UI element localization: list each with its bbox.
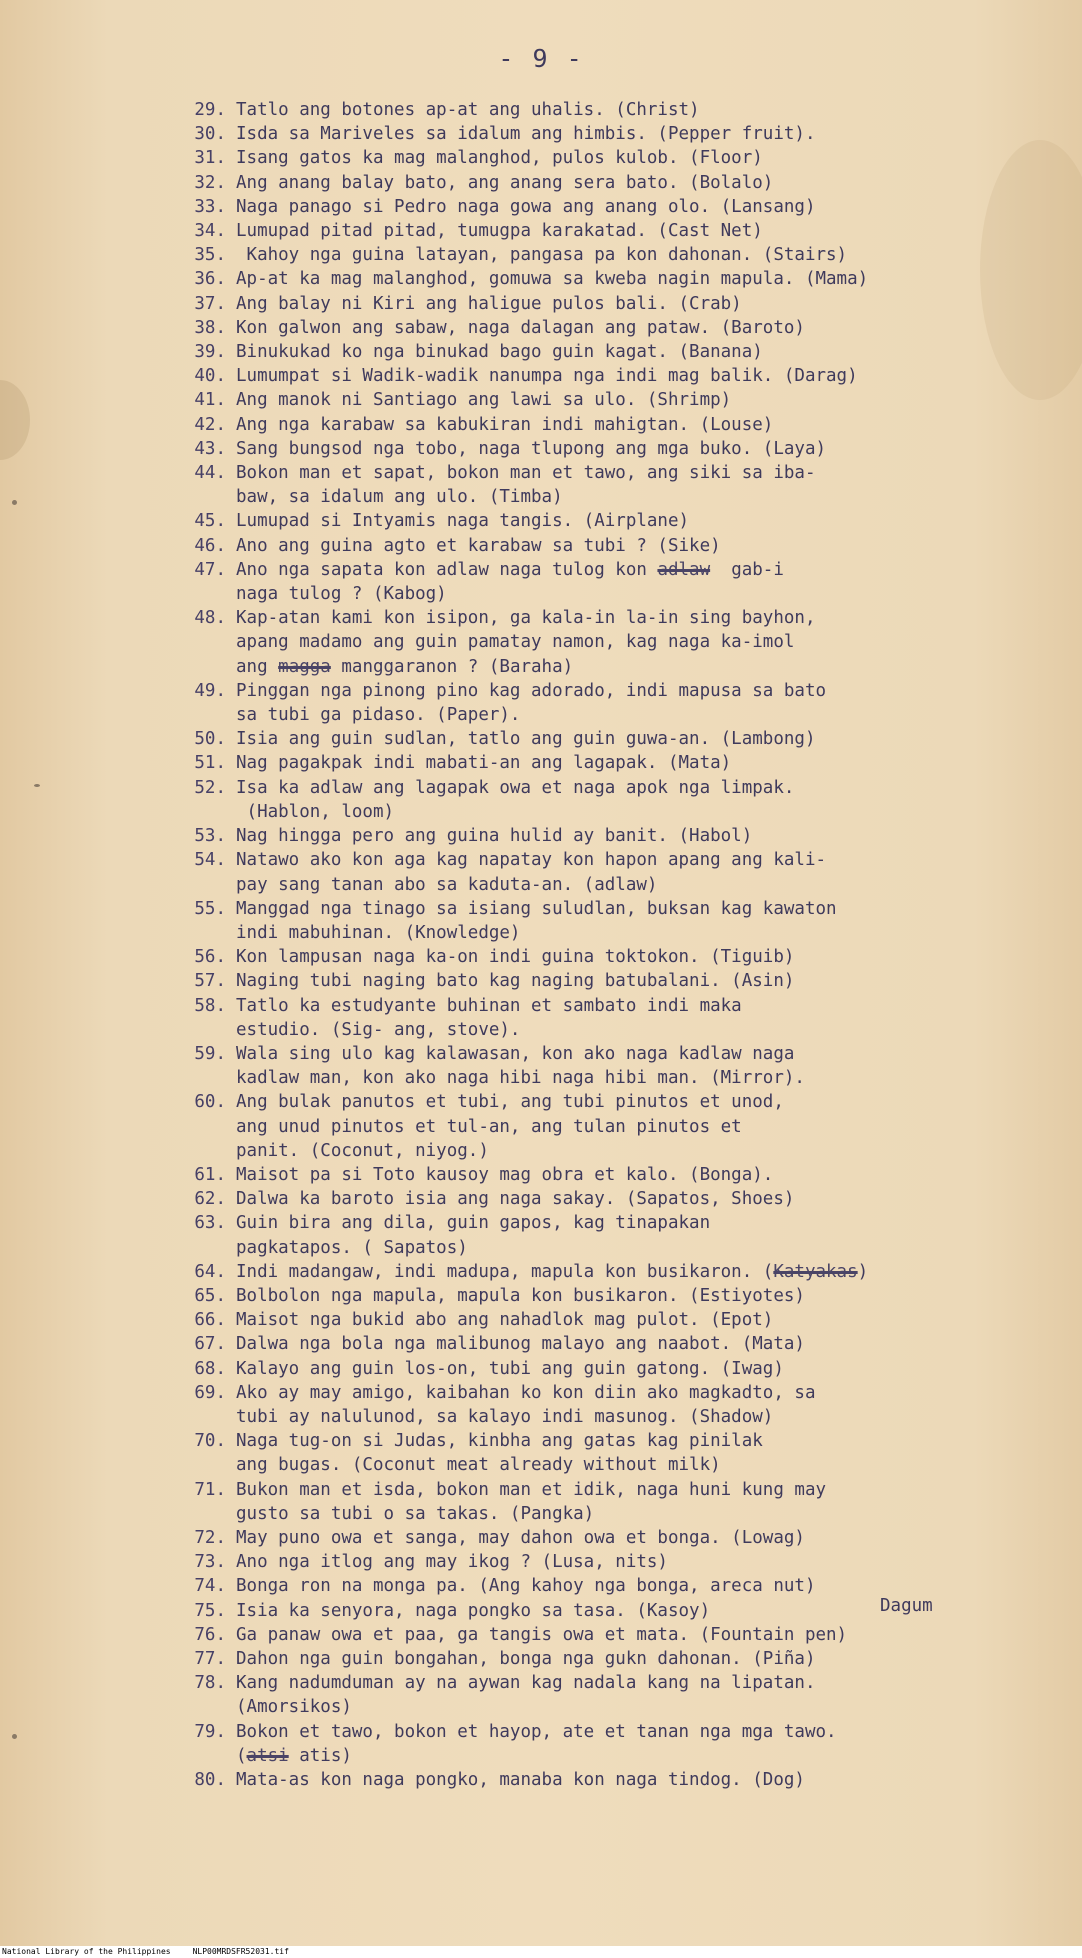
entry-number: 39.	[194, 342, 226, 363]
entry-number: 73.	[194, 1552, 226, 1573]
entry-number: 64.	[194, 1261, 226, 1282]
riddle-entry	[176, 1574, 1056, 1598]
entry-number: 51.	[194, 753, 226, 774]
entry-text: naga tulog ? (Kabog)	[236, 584, 447, 605]
riddle-entry	[176, 122, 1056, 146]
riddle-entry	[176, 1768, 1056, 1792]
riddle-entry	[176, 945, 1056, 969]
entry-text: Mata-as kon naga pongko, manaba kon naga tindog. (Dog)	[236, 1770, 805, 1791]
riddle-entry	[176, 292, 1056, 316]
entry-number: 63.	[194, 1213, 226, 1234]
riddle-entry	[176, 1623, 1056, 1647]
riddle-entry-continuation	[176, 1744, 1056, 1768]
entry-number: 58.	[194, 995, 226, 1016]
riddle-entry	[176, 679, 1056, 703]
entry-number: 75.	[194, 1600, 226, 1621]
entry-text: Lumupad pitad pitad, tumugpa karakatad. (Cast Net)	[236, 221, 763, 242]
riddle-entry	[176, 388, 1056, 412]
riddle-entry	[176, 897, 1056, 921]
entry-text: Ako ay may amigo, kaibahan ko kon diin ako magkadto, sa	[236, 1382, 816, 1403]
riddle-entry	[176, 1187, 1056, 1211]
entry-number: 40.	[194, 366, 226, 387]
entry-text: Maisot pa si Toto kausoy mag obra et kalo. (Bonga).	[236, 1164, 774, 1185]
entry-number: 43.	[194, 438, 226, 459]
entry-number: 74.	[194, 1576, 226, 1597]
entry-text: Tatlo ang botones ap-at ang uhalis. (Christ)	[236, 100, 700, 120]
struck-out-word: Katyakas	[773, 1261, 858, 1282]
entry-number: 55.	[194, 898, 226, 919]
entry-number: 47.	[194, 559, 226, 580]
entry-text: May puno owa et sanga, may dahon owa et bonga. (Lowag)	[236, 1527, 805, 1548]
riddle-entry	[176, 1357, 1056, 1381]
entry-text: gusto sa tubi o sa takas. (Pangka)	[236, 1503, 595, 1524]
riddle-entry-continuation	[176, 873, 1056, 897]
struck-out-word: adlaw	[657, 559, 711, 580]
entry-number: 30.	[194, 124, 226, 145]
riddle-entry	[176, 994, 1056, 1018]
entry-number: 37.	[194, 293, 226, 314]
entry-number: 66.	[194, 1310, 226, 1331]
riddle-entry	[176, 1284, 1056, 1308]
entry-text: apang madamo ang guin pamatay namon, kag naga ka-imol	[236, 632, 795, 653]
riddle-entry-continuation	[176, 1695, 1056, 1719]
riddle-entry	[176, 848, 1056, 872]
entry-number: 42.	[194, 414, 226, 435]
riddle-entry-continuation	[176, 800, 1056, 824]
riddle-entry	[176, 267, 1056, 291]
entry-text: Maisot nga bukid abo ang nahadlok mag pulot. (Epot)	[236, 1310, 774, 1331]
entry-number: 67.	[194, 1334, 226, 1355]
entry-text: Ang balay ni Kiri ang haligue pulos bali. (Crab)	[236, 293, 742, 314]
entry-number: 71.	[194, 1479, 226, 1500]
riddle-entry-continuation	[176, 1018, 1056, 1042]
riddle-entry-continuation	[176, 921, 1056, 945]
riddle-entry	[176, 606, 1056, 630]
entry-text: Ano nga itlog ang may ikog ? (Lusa, nits)	[236, 1552, 668, 1573]
entry-number: 38.	[194, 317, 226, 338]
ink-speck	[12, 500, 17, 505]
entry-number: 80.	[194, 1770, 226, 1791]
riddle-entry	[176, 316, 1056, 340]
scan-footer	[0, 1946, 1082, 1958]
entry-text: Isang gatos ka mag malanghod, pulos kulob. (Floor)	[236, 148, 763, 169]
riddle-entry	[176, 1308, 1056, 1332]
entry-number: 78.	[194, 1673, 226, 1694]
entry-text: Manggad nga tinago sa isiang suludlan, buksan kag kawaton	[236, 898, 837, 919]
entry-text: Kang nadumduman ay na aywan kag nadala kang na lipatan.	[236, 1673, 816, 1694]
entry-text: (atsi atis)	[236, 1745, 352, 1766]
entry-text: Lumupad si Intyamis naga tangis. (Airplane)	[236, 511, 690, 532]
entry-number: 79.	[194, 1721, 226, 1742]
footer-library: National Library of the Philippines	[2, 1947, 171, 1956]
entry-text: Ano ang guina agto et karabaw sa tubi ? (Sike)	[236, 535, 721, 556]
entry-text: ang magga manggaranon ? (Baraha)	[236, 656, 574, 677]
riddle-entry	[176, 1042, 1056, 1066]
ink-speck	[12, 1734, 17, 1739]
entry-text: pagkatapos. ( Sapatos)	[236, 1237, 468, 1258]
riddle-entry	[176, 1211, 1056, 1235]
entry-text: Ang manok ni Santiago ang lawi sa ulo. (Shrimp)	[236, 390, 732, 411]
entry-number: 49.	[194, 680, 226, 701]
entry-text: Isda sa Mariveles sa idalum ang himbis. (Pepper fruit).	[236, 124, 816, 145]
riddle-entry	[176, 1478, 1056, 1502]
riddle-entry-continuation	[176, 485, 1056, 509]
riddle-list	[176, 98, 1056, 1792]
entry-number: 50.	[194, 729, 226, 750]
riddle-entry	[176, 1381, 1056, 1405]
entry-text: ang unud pinutos et tul-an, ang tulan pinutos et	[236, 1116, 742, 1137]
entry-text: estudio. (Sig- ang, stove).	[236, 1019, 521, 1040]
entry-text: Dalwa nga bola nga malibunog malayo ang naabot. (Mata)	[236, 1334, 805, 1355]
entry-number: 59.	[194, 1043, 226, 1064]
entry-text: Wala sing ulo kag kalawasan, kon ako naga kadlaw naga	[236, 1043, 795, 1064]
entry-text: Dalwa ka baroto isia ang naga sakay. (Sapatos, Shoes)	[236, 1189, 795, 1210]
entry-text: Bokon man et sapat, bokon man et tawo, ang siki sa iba-	[236, 463, 816, 484]
entry-text: Kap-atan kami kon isipon, ga kala-in la-in sing bayhon,	[236, 608, 816, 629]
riddle-entry	[176, 1671, 1056, 1695]
entry-text: baw, sa idalum ang ulo. (Timba)	[236, 487, 563, 508]
riddle-entry-continuation	[176, 582, 1056, 606]
entry-text: kadlaw man, kon ako naga hibi naga hibi man. (Mirror).	[236, 1068, 805, 1089]
entry-number: 29.	[194, 100, 226, 120]
entry-text: Nag pagakpak indi mabati-an ang lagapak. (Mata)	[236, 753, 732, 774]
riddle-entry	[176, 195, 1056, 219]
entry-text: tubi ay nalulunod, sa kalayo indi masunog. (Shadow)	[236, 1406, 774, 1427]
entry-number: 60.	[194, 1092, 226, 1113]
entry-number: 70.	[194, 1431, 226, 1452]
entry-number: 44.	[194, 463, 226, 484]
entry-text: pay sang tanan abo sa kaduta-an. (adlaw)	[236, 874, 658, 895]
riddle-entry	[176, 1429, 1056, 1453]
riddle-entry	[176, 1163, 1056, 1187]
entry-number: 52.	[194, 777, 226, 798]
riddle-entry-continuation	[176, 1405, 1056, 1429]
riddle-entry	[176, 98, 1056, 122]
riddle-entry-continuation	[176, 655, 1056, 679]
entry-number: 68.	[194, 1358, 226, 1379]
entry-text: Isa ka adlaw ang lagapak owa et naga apok nga limpak.	[236, 777, 795, 798]
entry-text: Tatlo ka estudyante buhinan et sambato indi maka	[236, 995, 742, 1016]
entry-number: 35.	[194, 245, 226, 266]
riddle-entry	[176, 243, 1056, 267]
riddle-entry-continuation	[176, 1115, 1056, 1139]
riddle-entry-continuation	[176, 1236, 1056, 1260]
entry-text: Naga panago si Pedro naga gowa ang anang olo. (Lansang)	[236, 196, 816, 217]
entry-text: Guin bira ang dila, guin gapos, kag tinapakan	[236, 1213, 711, 1234]
riddle-entry-continuation	[176, 1502, 1056, 1526]
entry-number: 32.	[194, 172, 226, 193]
entry-text: Kon galwon ang sabaw, naga dalagan ang pataw. (Baroto)	[236, 317, 805, 338]
riddle-entry	[176, 1720, 1056, 1744]
riddle-entry	[176, 146, 1056, 170]
entry-text: sa tubi ga pidaso. (Paper).	[236, 705, 521, 726]
entry-number: 45.	[194, 511, 226, 532]
entry-number: 33.	[194, 196, 226, 217]
entry-text: Isia ka senyora, naga pongko sa tasa. (Kasoy)	[236, 1600, 711, 1621]
entry-text: (Hablon, loom)	[236, 801, 395, 822]
page-number: - 9 -	[498, 44, 584, 73]
entry-text: Kahoy nga guina latayan, pangasa pa kon dahonan. (Stairs)	[236, 245, 848, 266]
riddle-entry	[176, 969, 1056, 993]
riddle-entry	[176, 751, 1056, 775]
riddle-entry	[176, 1332, 1056, 1356]
entry-number: 61.	[194, 1164, 226, 1185]
riddle-entry	[176, 1647, 1056, 1671]
entry-number: 36.	[194, 269, 226, 290]
entry-text: Dahon nga guin bongahan, bonga nga gukn dahonan. (Piña)	[236, 1649, 816, 1669]
entry-text: Bukon man et isda, bokon man et idik, naga huni kung may	[236, 1479, 827, 1500]
entry-number: 62.	[194, 1189, 226, 1210]
riddle-entry-continuation	[176, 1453, 1056, 1477]
entry-text: Pinggan nga pinong pino kag adorado, indi mapusa sa bato	[236, 680, 827, 701]
entry-text: Kon lampusan naga ka-on indi guina toktokon. (Tiguib)	[236, 947, 795, 968]
entry-number: 76.	[194, 1624, 226, 1645]
entry-text: Indi madangaw, indi madupa, mapula kon busikaron. (Katyakas)	[236, 1261, 869, 1282]
entry-number: 31.	[194, 148, 226, 169]
entry-text: Binukukad ko nga binukad bago guin kagat. (Banana)	[236, 342, 763, 363]
riddle-entry	[176, 364, 1056, 388]
entry-text: Ano nga sapata kon adlaw naga tulog kon adlaw gab-i	[236, 559, 784, 580]
riddle-entry	[176, 1526, 1056, 1550]
entry-text: Ap-at ka mag malanghod, gomuwa sa kweba nagin mapula. (Mama)	[236, 269, 869, 290]
riddle-entry	[176, 1550, 1056, 1574]
riddle-entry	[176, 1090, 1056, 1114]
riddle-entry	[176, 776, 1056, 800]
handwritten-margin-note: Dagum	[880, 1596, 933, 1616]
entry-number: 72.	[194, 1527, 226, 1548]
ink-speck	[34, 784, 40, 787]
entry-number: 34.	[194, 221, 226, 242]
entry-text: Naga tug-on si Judas, kinbha ang gatas kag pinilak	[236, 1431, 763, 1452]
riddle-entry	[176, 727, 1056, 751]
entry-number: 48.	[194, 608, 226, 629]
entry-text: Ang anang balay bato, ang anang sera bato. (Bolalo)	[236, 172, 774, 193]
entry-text: ang bugas. (Coconut meat already without milk)	[236, 1455, 721, 1476]
footer-filename: NLP00MRDSFR52031.tif	[192, 1947, 289, 1956]
riddle-entry	[176, 824, 1056, 848]
entry-text: Natawo ako kon aga kag napatay kon hapon apang ang kali-	[236, 850, 827, 871]
riddle-entry	[176, 219, 1056, 243]
entry-text: Naging tubi naging bato kag naging batubalani. (Asin)	[236, 971, 795, 992]
entry-number: 41.	[194, 390, 226, 411]
entry-number: 54.	[194, 850, 226, 871]
riddle-entry-continuation	[176, 630, 1056, 654]
entry-text: Ang nga karabaw sa kabukiran indi mahigtan. (Louse)	[236, 414, 774, 435]
entry-number: 53.	[194, 826, 226, 847]
entry-text: indi mabuhinan. (Knowledge)	[236, 922, 521, 943]
entry-text: Bonga ron na monga pa. (Ang kahoy nga bonga, areca nut)	[236, 1576, 816, 1597]
entry-number: 65.	[194, 1285, 226, 1306]
entry-text: Ga panaw owa et paa, ga tangis owa et mata. (Fountain pen)	[236, 1624, 848, 1645]
riddle-entry	[176, 437, 1056, 461]
struck-out-word: atsi	[246, 1745, 289, 1766]
riddle-entry-continuation	[176, 1066, 1056, 1090]
entry-text: Kalayo ang guin los-on, tubi ang guin gatong. (Iwag)	[236, 1358, 784, 1379]
entry-text: Nag hingga pero ang guina hulid ay banit. (Habol)	[236, 826, 753, 847]
riddle-entry-continuation	[176, 1139, 1056, 1163]
riddle-entry	[176, 558, 1056, 582]
entry-number: 46.	[194, 535, 226, 556]
entry-number: 56.	[194, 947, 226, 968]
riddle-entry	[176, 461, 1056, 485]
entry-number: 77.	[194, 1649, 226, 1669]
entry-number: 57.	[194, 971, 226, 992]
riddle-entry	[176, 534, 1056, 558]
struck-out-word: magga	[278, 656, 331, 677]
entry-number: 69.	[194, 1382, 226, 1403]
entry-text: Isia ang guin sudlan, tatlo ang guin guwa-an. (Lambong)	[236, 729, 816, 750]
riddle-entry	[176, 413, 1056, 437]
riddle-entry	[176, 1260, 1056, 1284]
entry-text: Lumumpat si Wadik-wadik nanumpa nga indi mag balik. (Darag)	[236, 366, 858, 387]
riddle-entry-continuation	[176, 703, 1056, 727]
riddle-entry	[176, 340, 1056, 364]
entry-text: Bokon et tawo, bokon et hayop, ate et tanan nga mga tawo.	[236, 1721, 837, 1742]
riddle-entry	[176, 171, 1056, 195]
riddle-entry	[176, 509, 1056, 533]
entry-text: Sang bungsod nga tobo, naga tlupong ang mga buko. (Laya)	[236, 438, 827, 459]
entry-text: (Amorsikos)	[236, 1697, 352, 1718]
paper-stain	[0, 380, 30, 460]
entry-text: Ang bulak panutos et tubi, ang tubi pinutos et unod,	[236, 1092, 784, 1113]
entry-text: panit. (Coconut, niyog.)	[236, 1140, 489, 1161]
entry-text: Bolbolon nga mapula, mapula kon busikaron. (Estiyotes)	[236, 1285, 805, 1306]
